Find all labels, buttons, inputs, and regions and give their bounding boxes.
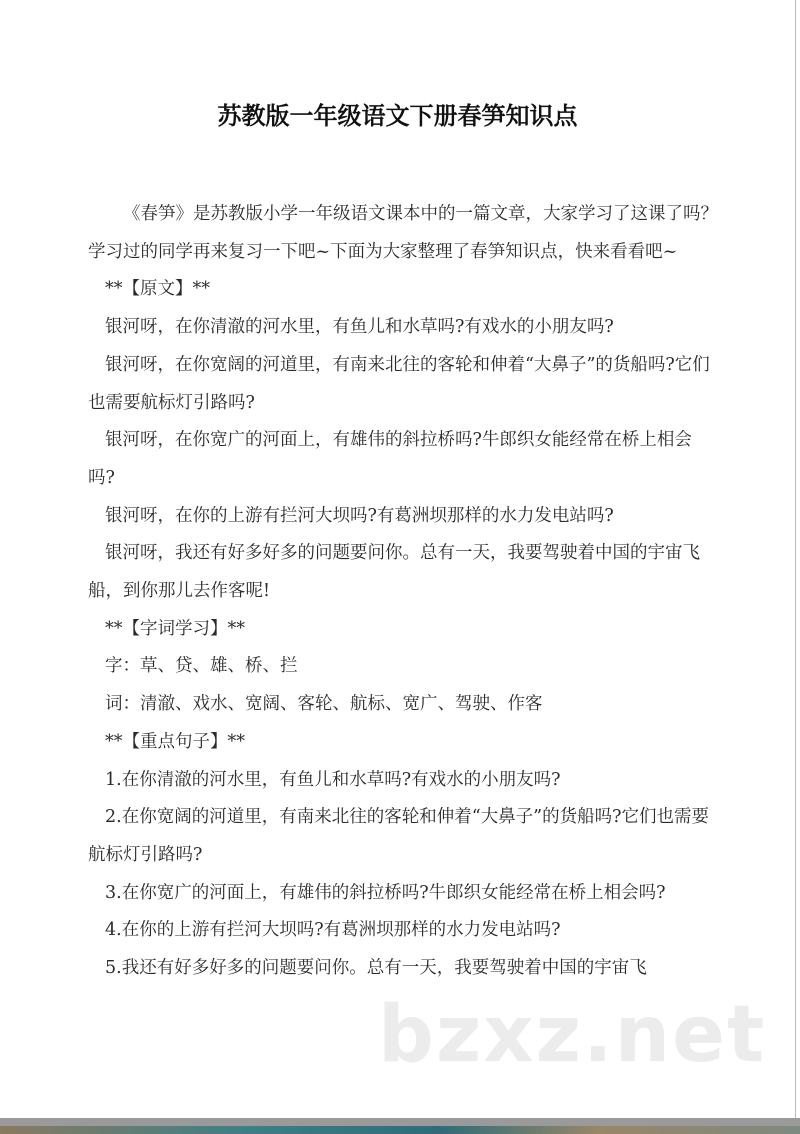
- next-page-preview: [0, 1126, 800, 1134]
- original-paragraph: 银河呀，在你的上游有拦河大坝吗?有葛洲坝那样的水力发电站吗?: [105, 505, 614, 526]
- key-sentence: 1.在你清澈的河水里，有鱼儿和水草吗?有戏水的小朋友吗?: [105, 769, 561, 790]
- section-heading-original: **【原文】**: [105, 279, 210, 300]
- section-heading-sentences: **【重点句子】**: [105, 731, 245, 752]
- key-sentence: 4.在你的上游有拦河大坝吗?有葛洲坝那样的水力发电站吗?: [105, 920, 561, 941]
- watermark: bzxz.net: [378, 990, 767, 1080]
- key-sentence: 2.在你宽阔的河道里，有南来北往的客轮和伸着“大鼻子”的货船吗?它们也需要航标灯引路吗?: [88, 807, 709, 865]
- original-paragraph: 银河呀，在你宽广的河面上，有雄伟的斜拉桥吗?牛郎织女能经常在桥上相会吗?: [88, 430, 692, 488]
- key-sentence: 3.在你宽广的河面上，有雄伟的斜拉桥吗?牛郎织女能经常在桥上相会吗?: [105, 882, 666, 903]
- original-paragraph: 银河呀，在你宽阔的河道里，有南来北往的客轮和伸着“大鼻子”的货船吗?它们也需要航标灯引路吗?: [88, 354, 710, 413]
- original-paragraph: 银河呀，我还有好多好多的问题要问你。总有一天，我要驾驶着中国的宇宙飞船，到你那儿去作客呢!: [88, 543, 700, 602]
- section-heading-vocab: **【字词学习】**: [105, 618, 245, 639]
- page-divider: [0, 1118, 800, 1126]
- key-sentence: 5.我还有好多好多的问题要问你。总有一天，我要驾驶着中国的宇宙飞: [105, 958, 647, 979]
- original-paragraph: 银河呀，在你清澈的河水里，有鱼儿和水草吗?有戏水的小朋友吗?: [105, 317, 614, 338]
- document-title: 苏教版一年级语文下册春笋知识点: [217, 102, 578, 130]
- vocab-chars: 字：草、贷、雄、桥、拦: [105, 656, 298, 677]
- document-body: [88, 196, 718, 988]
- intro-paragraph: 《春笋》是苏教版小学一年级语文课本中的一篇文章，大家学习了这课了吗？学习过的同学再来复习一下吧~下面为大家整理了春笋知识点，快来看看吧~: [88, 204, 718, 262]
- vocab-words: 词：清澈、戏水、宽阔、客轮、航标、宽广、驾驶、作客: [105, 694, 543, 715]
